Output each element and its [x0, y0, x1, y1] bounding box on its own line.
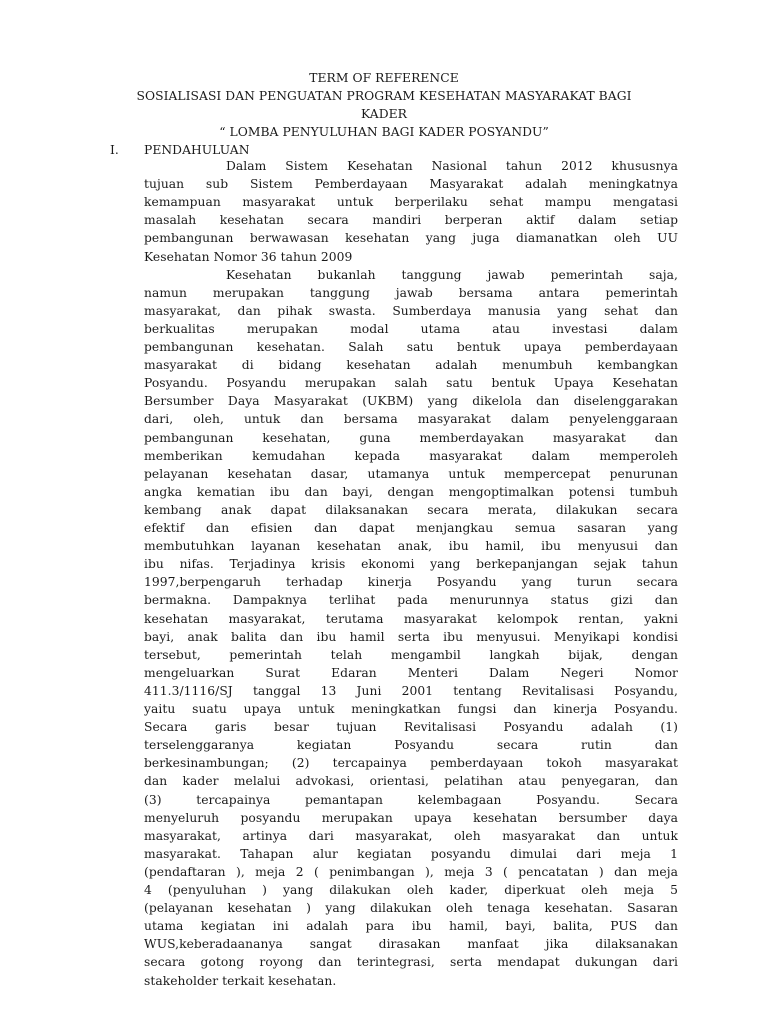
- body-line: 4 (penyuluhan ) yang dilakukan oleh kader, diperkuat oleh meja 5: [144, 883, 678, 897]
- section-number: I.: [110, 143, 119, 157]
- body-line: secara gotong royong dan terintegrasi, serta mendapat dukungan dari: [144, 955, 678, 970]
- body-line: pembangunan berwawasan kesehatan yang juga diamanatkan oleh UU: [144, 231, 678, 246]
- body-line: bayi, anak balita dan ibu hamil serta ibu menyusui. Menyikapi kondisi: [144, 629, 678, 644]
- body-line: mengeluarkan Surat Edaran Menteri Dalam Negeri Nomor: [144, 665, 678, 680]
- body-line: dari, oleh, untuk dan bersama masyarakat dalam penyelenggaraan: [144, 412, 678, 427]
- body-line: ibu nifas. Terjadinya krisis ekonomi yang berkepanjangan sejak tahun: [144, 557, 678, 572]
- body-line: Secara garis besar tujuan Revitalisasi Posyandu adalah (1): [144, 720, 678, 735]
- body-line: Posyandu. Posyandu merupakan salah satu bentuk Upaya Kesehatan: [144, 376, 678, 391]
- body-line: berkualitas merupakan modal utama atau investasi dalam: [144, 321, 678, 336]
- document-subtitle: SOSIALISASI DAN PENGUATAN PROGRAM KESEHATAN MASYARAKAT BAGI: [136, 89, 632, 103]
- body-line: tujuan sub Sistem Pemberdayaan Masyarakat adalah meningkatnya: [144, 177, 678, 192]
- body-line: efektif dan efisien dan dapat menjangkau semua sasaran yang: [144, 521, 678, 535]
- body-line: dan kader melalui advokasi, orientasi, pelatihan atau penyegaran, dan: [144, 774, 678, 789]
- body-line: terselenggaranya kegiatan Posyandu secara rutin dan: [144, 738, 678, 753]
- body-line: tersebut, pemerintah telah mengambil langkah bijak, dengan: [144, 647, 678, 662]
- body-line: menyeluruh posyandu merupakan upaya kesehatan bersumber daya: [144, 810, 678, 825]
- body-line: stakeholder terkait kesehatan.: [144, 973, 337, 988]
- body-line: bermakna. Dampaknya terlihat pada menurunnya status gizi dan: [144, 593, 678, 608]
- body-line: 1997,berpengaruh terhadap kinerja Posyandu yang turun secara: [144, 575, 678, 590]
- body-line: utama kegiatan ini adalah para ibu hamil, bayi, balita, PUS dan: [144, 919, 678, 934]
- body-line: Bersumber Daya Masyarakat (UKBM) yang dikelola dan diselenggarakan: [144, 394, 678, 409]
- body-line: kesehatan masyarakat, terutama masyarakat kelompok rentan, yakni: [144, 611, 678, 626]
- body-line: memberikan kemudahan kepada masyarakat dalam memperoleh: [144, 448, 678, 463]
- body-line: pembangunan kesehatan. Salah satu bentuk upaya pemberdayaan: [144, 340, 678, 354]
- body-line: namun merupakan tanggung jawab bersama antara pemerintah: [144, 285, 678, 300]
- body-line: masyarakat, artinya dari masyarakat, oleh masyarakat dan untuk: [144, 828, 678, 843]
- body-line: masyarakat, dan pihak swasta. Sumberdaya manusia yang sehat dan: [144, 303, 678, 318]
- body-line: kemampuan masyarakat untuk berperilaku sehat mampu mengatasi: [144, 195, 678, 210]
- document-subtitle: KADER: [361, 107, 407, 121]
- body-line: (3) tercapainya pemantapan kelembagaan Posyandu. Secara: [144, 792, 678, 807]
- body-line: WUS,keberadaananya sangat dirasakan manfaat jika dilaksanakan: [144, 937, 678, 952]
- body-line: berkesinambungan; (2) tercapainya pemberdayaan tokoh masyarakat: [144, 756, 678, 771]
- section-heading: PENDAHULUAN: [144, 143, 250, 157]
- body-line: pembangunan kesehatan, guna memberdayakan masyarakat dan: [144, 430, 678, 445]
- body-line: angka kematian ibu dan bayi, dengan mengoptimalkan potensi tumbuh: [144, 484, 678, 499]
- body-line: Kesehatan bukanlah tanggung jawab pemerintah saja,: [226, 267, 678, 282]
- body-line: kembang anak dapat dilaksanakan secara merata, dilakukan secara: [144, 502, 678, 517]
- body-line: yaitu suatu upaya untuk meningkatkan fungsi dan kinerja Posyandu.: [144, 702, 678, 716]
- body-line: masalah kesehatan secara mandiri berperan aktif dalam setiap: [144, 213, 678, 228]
- body-line: Kesehatan Nomor 36 tahun 2009: [144, 249, 353, 264]
- document-subtitle: “ LOMBA PENYULUHAN BAGI KADER POSYANDU”: [219, 125, 549, 139]
- body-line: membutuhkan layanan kesehatan anak, ibu hamil, ibu menyusui dan: [144, 539, 678, 554]
- body-line: 411.3/1116/SJ tanggal 13 Juni 2001 tentang Revitalisasi Posyandu,: [144, 683, 678, 698]
- body-line: masyarakat. Tahapan alur kegiatan posyandu dimulai dari meja 1: [144, 846, 678, 861]
- body-line: pelayanan kesehatan dasar, utamanya untuk mempercepat penurunan: [144, 466, 678, 481]
- body-line: (pendaftaran ), meja 2 ( penimbangan ), meja 3 ( pencatatan ) dan meja: [144, 864, 678, 879]
- body-line: Dalam Sistem Kesehatan Nasional tahun 2012 khususnya: [226, 159, 678, 173]
- body-line: (pelayanan kesehatan ) yang dilakukan oleh tenaga kesehatan. Sasaran: [144, 901, 678, 916]
- document-title: TERM OF REFERENCE: [309, 71, 459, 85]
- body-line: masyarakat di bidang kesehatan adalah menumbuh kembangkan: [144, 358, 678, 373]
